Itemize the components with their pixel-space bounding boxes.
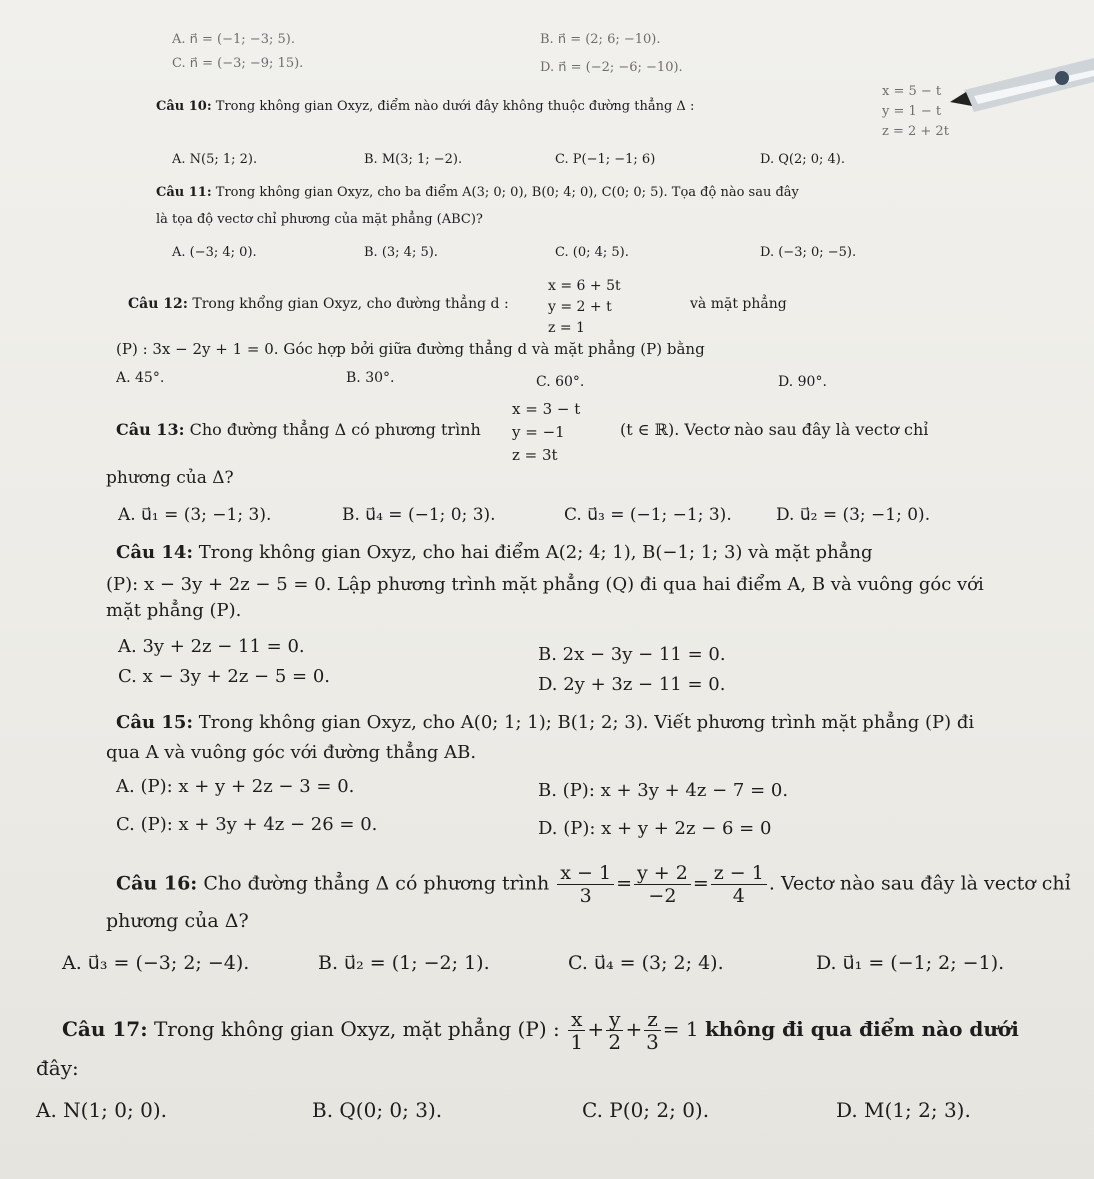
q17-fraction-x: [568, 1008, 585, 1053]
q16-fraction-x: [557, 862, 614, 907]
q13-label: Câu 13:: [116, 420, 185, 439]
q13-option-b: B. u⃗₄ = (−1; 0; 3).: [342, 505, 496, 525]
q11-question-line-2: là tọa độ vectơ chỉ phương của mặt phẳng (ABC)?: [156, 212, 483, 227]
q12-option-c: C. 60°.: [536, 374, 585, 390]
q15-option-d: D. (P): x + y + 2z − 6 = 0: [538, 818, 772, 839]
q9-option-c: C. n⃗ = (−3; −9; 15).: [172, 56, 304, 71]
q15-option-a: A. (P): x + y + 2z − 3 = 0.: [116, 776, 355, 797]
q9-option-d: D. n⃗ = (−2; −6; −10).: [540, 60, 683, 75]
q17-fraction-z-num: z: [644, 1008, 661, 1031]
q11-option-d: D. (−3; 0; −5).: [760, 245, 857, 260]
q13-question-line-1: [116, 420, 481, 439]
q17-text-1a: Trong không gian Oxyz, mặt phẳng (P) :: [153, 1017, 560, 1041]
q12-label: Câu 12:: [128, 296, 188, 312]
q14-question-line-2: (P): x − 3y + 2z − 5 = 0. Lập phương trình mặt phẳng (Q) đi qua hai điểm A, B và vuông góc với: [106, 574, 984, 595]
q11-text-1: Trong không gian Oxyz, cho ba điểm A(3; 0; 0), B(0; 4; 0), C(0; 0; 5). Tọa độ nào sau đây: [215, 185, 799, 200]
q9-option-a: A. n⃗ = (−1; −3; 5).: [172, 32, 295, 47]
q11-label: Câu 11:: [156, 185, 212, 200]
q17-label: Câu 17:: [62, 1017, 148, 1041]
q17-option-a: A. N(1; 0; 0).: [36, 1098, 167, 1122]
q16-fraction-z-num: z − 1: [711, 862, 767, 885]
q10-system-line-1: x = 5 − t: [882, 84, 942, 99]
q14-option-c: C. x − 3y + 2z − 5 = 0.: [118, 666, 331, 687]
q12-question-line-1: [128, 296, 509, 312]
q13-option-a: A. u⃗₁ = (3; −1; 3).: [118, 505, 272, 525]
q17-option-b: B. Q(0; 0; 3).: [312, 1098, 443, 1122]
q17-option-c: C. P(0; 2; 0).: [582, 1098, 710, 1122]
q14-label: Câu 14:: [116, 542, 194, 563]
q15-option-c: C. (P): x + 3y + 4z − 26 = 0.: [116, 814, 378, 835]
q10-label: Câu 10:: [156, 99, 212, 114]
q11-option-a: A. (−3; 4; 0).: [172, 245, 257, 260]
q10-system: [882, 82, 949, 142]
q12-system: [548, 276, 621, 339]
q15-option-b: B. (P): x + 3y + 4z − 7 = 0.: [538, 780, 789, 801]
q17-option-d: D. M(1; 2; 3).: [836, 1098, 971, 1122]
q14-option-d: D. 2y + 3z − 11 = 0.: [538, 674, 726, 695]
q16-fraction-y: [634, 862, 691, 907]
q14-option-a: A. 3y + 2z − 11 = 0.: [118, 636, 305, 657]
q10-option-a: A. N(5; 1; 2).: [172, 152, 258, 167]
q15-question-line-2: qua A và vuông góc với đường thẳng AB.: [106, 742, 477, 763]
q13-text-1b: (t ∈ ℝ). Vectơ nào sau đây là vectơ chỉ: [620, 420, 929, 439]
q16-fraction-x-num: x − 1: [557, 862, 614, 885]
q17-fraction-x-num: x: [568, 1008, 585, 1031]
q10-option-c: C. P(−1; −1; 6): [555, 152, 656, 167]
q17-fraction-x-den: 1: [570, 1030, 584, 1054]
q17-fraction-z: [644, 1008, 661, 1053]
q10-system-line-3: z = 2 + 2t: [882, 124, 949, 139]
q10-option-d: D. Q(2; 0; 4).: [760, 152, 845, 167]
q14-question-line-3: mặt phẳng (P).: [106, 600, 242, 621]
q15-question-line-1: [116, 712, 974, 733]
q16-option-a: A. u⃗₃ = (−3; 2; −4).: [62, 952, 250, 974]
q11-option-c: C. (0; 4; 5).: [555, 245, 629, 260]
q12-question-line-2: (P) : 3x − 2y + 1 = 0. Góc hợp bởi giữa đường thẳng d và mặt phẳng (P) bằng: [116, 340, 705, 358]
q16-fraction-y-num: y + 2: [634, 862, 691, 885]
q16-option-d: D. u⃗₁ = (−1; 2; −1).: [816, 952, 1005, 974]
pen-image: [944, 52, 1094, 122]
q17-text-1b: = 1: [662, 1017, 699, 1041]
q16-question-line-2: phương của Δ?: [106, 910, 249, 932]
q10-question: [156, 99, 694, 114]
q10-text: Trong không gian Oxyz, điểm nào dưới đây không thuộc đường thẳng Δ :: [215, 99, 695, 114]
q14-option-b: B. 2x − 3y − 11 = 0.: [538, 644, 726, 665]
q15-label: Câu 15:: [116, 712, 194, 733]
q13-system-line-3: z = 3t: [512, 446, 558, 464]
q12-option-b: B. 30°.: [346, 370, 395, 386]
q12-option-d: D. 90°.: [778, 374, 827, 390]
q16-fraction-z-den: 4: [732, 885, 745, 907]
q14-question-line-1: [116, 542, 873, 563]
q16-question-line-1: Câu 16: Cho đường thẳng Δ có phương trình $\frac{x - 1}{3}$ = $\frac{y + 2}{-2}$ = $\frac{z - 1}{4}$ . Vectơ nào sau đây là vectơ chỉ: [116, 862, 1071, 907]
q14-text-1: Trong không gian Oxyz, cho hai điểm A(2; 4; 1), B(−1; 1; 3) và mặt phẳng: [198, 542, 873, 563]
q13-system: [512, 398, 580, 467]
q10-option-b: B. M(3; 1; −2).: [364, 152, 463, 167]
q13-option-d: D. u⃗₂ = (3; −1; 0).: [776, 505, 931, 525]
q13-option-c: C. u⃗₃ = (−1; −1; 3).: [564, 505, 732, 525]
q15-text-1: Trong không gian Oxyz, cho A(0; 1; 1); B(1; 2; 3). Viết phương trình mặt phẳng (P) đi: [198, 712, 975, 733]
q17-question-line-1: Câu 17: Trong không gian Oxyz, mặt phẳng (P) : $\frac{x}{1}$ + $\frac{y}{2}$ + $\frac{z}{3}$ = 1 không đi qua điểm nào dưới: [62, 1007, 1019, 1054]
q17-fraction-y-den: 2: [608, 1030, 622, 1054]
q9-option-b: B. n⃗ = (2; 6; −10).: [540, 32, 661, 47]
q12-system-line-1: x = 6 + 5t: [548, 278, 621, 294]
q16-label: Câu 16:: [116, 872, 198, 895]
q12-system-line-3: z = 1: [548, 320, 585, 336]
q12-option-a: A. 45°.: [116, 370, 165, 386]
q11-question-line-1: [156, 185, 799, 200]
q17-text-1c: không đi qua điểm nào dưới: [704, 1017, 1019, 1041]
q17-fraction-y-num: y: [606, 1008, 623, 1031]
q16-text-1b: . Vectơ nào sau đây là vectơ chỉ: [768, 872, 1071, 895]
q16-fraction-x-den: 3: [579, 885, 592, 907]
q10-system-line-2: y = 1 − t: [882, 104, 942, 119]
q17-fraction-y: [606, 1008, 623, 1053]
q16-option-b: B. u⃗₂ = (1; −2; 1).: [318, 952, 490, 974]
q16-fraction-z: [711, 862, 767, 907]
q11-option-b: B. (3; 4; 5).: [364, 245, 438, 260]
q16-text-1: Cho đường thẳng Δ có phương trình: [203, 872, 550, 895]
q12-text-1b: và mặt phẳng: [690, 296, 787, 312]
q13-question-line-2: phương của Δ?: [106, 468, 234, 488]
q13-text-1: Cho đường thẳng Δ có phương trình: [189, 420, 481, 439]
q16-option-c: C. u⃗₄ = (3; 2; 4).: [568, 952, 724, 974]
q13-system-line-2: y = −1: [512, 423, 565, 441]
q16-fraction-y-den: −2: [648, 885, 677, 907]
q17-fraction-z-den: 3: [646, 1030, 659, 1054]
q12-system-line-2: y = 2 + t: [548, 299, 612, 315]
q12-text-1: Trong khổng gian Oxyz, cho đường thẳng d :: [192, 296, 509, 312]
q13-system-line-1: x = 3 − t: [512, 400, 581, 418]
q17-question-line-2: đây:: [36, 1056, 79, 1080]
